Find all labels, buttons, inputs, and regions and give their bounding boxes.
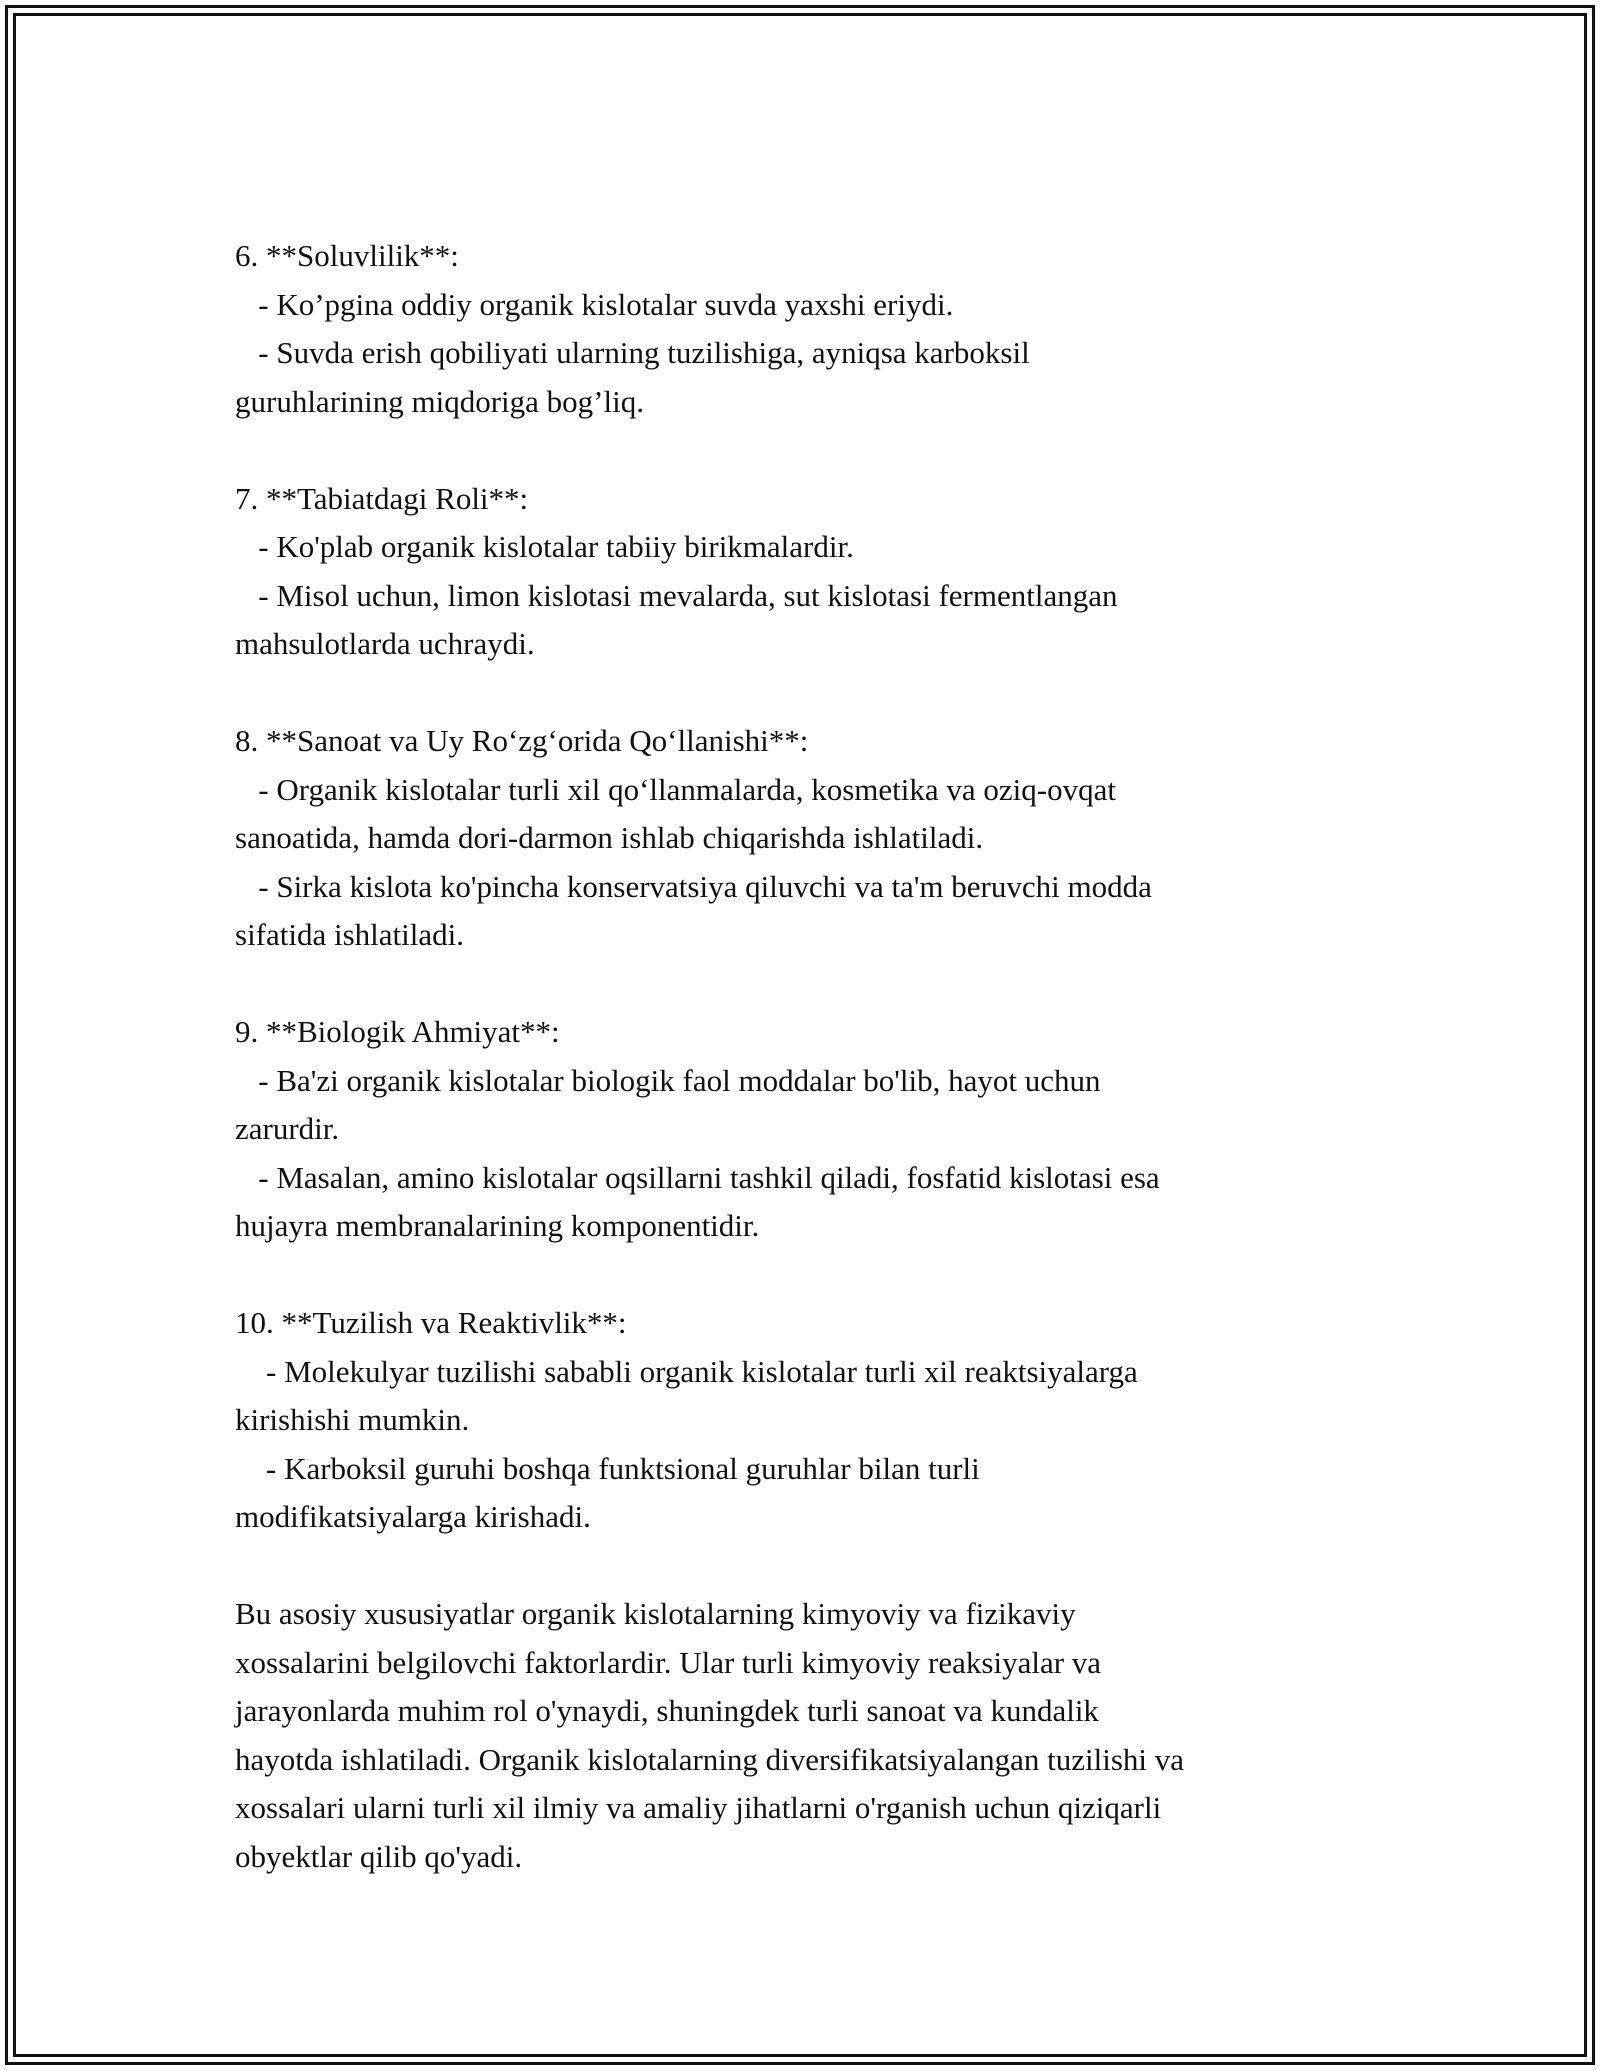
section-line: - Suvda erish qobiliyati ularning tuzilishiga, ayniqsa karboksil — [235, 335, 1030, 370]
section-line: - Masalan, amino kislotalar oqsillarni tashkil qiladi, fosfatid kislotasi esa — [235, 1159, 1160, 1195]
section-line: sanoatida, hamda dori-darmon ishlab chiqarishda ishlatiladi. — [235, 820, 984, 855]
section-line: modifikatsiyalarga kirishadi. — [235, 1499, 591, 1534]
section-industrial-use — [235, 717, 1385, 960]
section-line: - Molekulyar tuzilishi sababli organik kislotalar turli xil reaktsiyalarga — [235, 1353, 1138, 1389]
section-line: - Ko'plab organik kislotalar tabiiy birikmalardir. — [235, 529, 854, 564]
section-line: - Organik kislotalar turli xil qo‘llanmalarda, kosmetika va oziq-ovqat — [235, 771, 1116, 807]
paragraph-line: xossalari ularni turli xil ilmiy va amaliy jihatlarni o'rganish uchun qiziqarli — [235, 1790, 1162, 1825]
section-structure-reactivity — [235, 1299, 1385, 1542]
section-line: hujayra membranalarining komponentidir. — [235, 1208, 760, 1243]
section-line: - Ba'zi organik kislotalar biologik faol moddalar bo'lib, hayot uchun — [235, 1062, 1101, 1098]
paragraph-line: xossalarini belgilovchi faktorlardir. Ular turli kimyoviy reaksiyalar va — [235, 1644, 1102, 1680]
section-line: zarurdir. — [235, 1111, 340, 1146]
paragraph-line: jarayonlarda muhim rol o'ynaydi, shuningdek turli sanoat va kundalik — [235, 1693, 1099, 1728]
section-role-in-nature — [235, 475, 1385, 669]
section-heading: 8. **Sanoat va Uy Ro‘zg‘orida Qo‘llanishi**: — [235, 723, 809, 758]
document-body — [235, 232, 1385, 1881]
section-line: sifatida ishlatiladi. — [235, 917, 465, 952]
closing-paragraph — [235, 1590, 1385, 1881]
section-line: - Ko’pgina oddiy organik kislotalar suvda yaxshi eriydi. — [235, 286, 954, 322]
paragraph-line: hayotda ishlatiladi. Organik kislotalarning diversifikatsiyalangan tuzilishi va — [235, 1741, 1185, 1777]
paragraph-line: Bu asosiy xususiyatlar organik kislotalarning kimyoviy va fizikaviy — [235, 1596, 1076, 1631]
section-heading: 10. **Tuzilish va Reaktivlik**: — [235, 1305, 627, 1340]
paragraph-line: obyektlar qilib qo'yadi. — [235, 1838, 523, 1874]
section-heading: 6. **Soluvlilik**: — [235, 238, 459, 273]
section-line: - Karboksil guruhi boshqa funktsional guruhlar bilan turli — [235, 1450, 980, 1486]
section-line: mahsulotlarda uchraydi. — [235, 626, 535, 661]
section-line: - Sirka kislota ko'pincha konservatsiya qiluvchi va ta'm beruvchi modda — [235, 868, 1152, 904]
section-biological-importance — [235, 1008, 1385, 1251]
section-heading: 9. **Biologik Ahmiyat**: — [235, 1014, 560, 1049]
section-line: kirishishi mumkin. — [235, 1402, 470, 1437]
section-solubility — [235, 232, 1385, 426]
section-line: - Misol uchun, limon kislotasi mevalarda, sut kislotasi fermentlangan — [235, 577, 1118, 613]
section-line: guruhlarining miqdoriga bog’liq. — [235, 383, 644, 419]
section-heading: 7. **Tabiatdagi Roli**: — [235, 480, 529, 516]
